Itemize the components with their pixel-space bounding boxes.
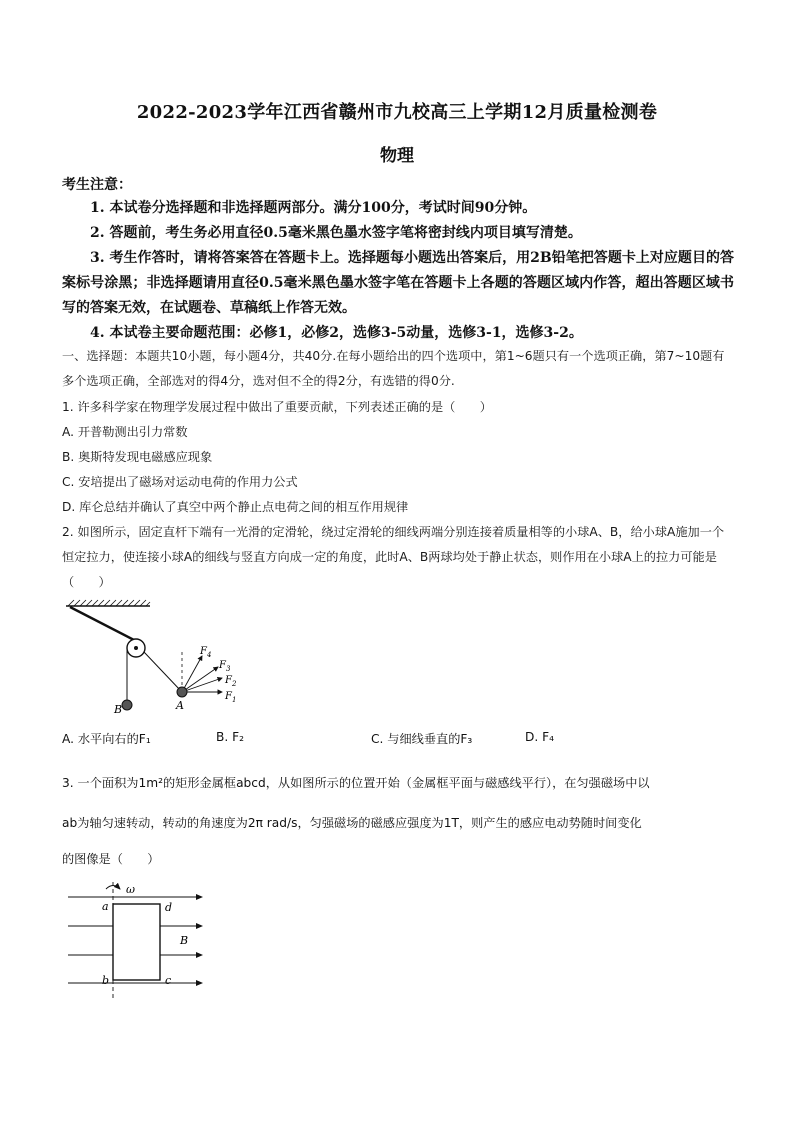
q2-option-a: A. 水平向右的F₁ [62, 732, 151, 746]
label-f4: F [200, 646, 207, 657]
ball-a [177, 687, 187, 697]
q3-line-3: 的图像是（ ） [62, 852, 160, 866]
label-f2-sub: 2 [232, 680, 237, 688]
q1-option-b: B. 奥斯特发现电磁感应现象 [62, 450, 213, 464]
label-f3: F [219, 660, 226, 671]
label-b-corner: b [102, 974, 110, 987]
label-f4-sub: 4 [207, 651, 212, 659]
notice-item-2: 2. 答题前，考生务必用直径0.5毫米黑色墨水签字笔将密封线内项目填写清楚。 [90, 225, 582, 241]
label-omega: ω [126, 883, 135, 896]
rod [70, 607, 134, 640]
label-a: A [176, 699, 184, 712]
exam-title: 2022-2023学年江西省赣州市九校高三上学期12月质量检测卷 [136, 102, 658, 123]
label-f3-sub: 3 [226, 665, 231, 673]
q3-line-2: ab为轴匀速转动，转动的角速度为2π rad/s，匀强磁场的磁感应强度为1T，则产生的感应电动势随时间变化 [62, 816, 642, 830]
label-f1-sub: 1 [232, 696, 237, 704]
label-f2: F [225, 675, 232, 686]
ball-b [122, 700, 132, 710]
label-c-corner: c [165, 974, 172, 987]
q2-option-b: B. F₂ [216, 730, 245, 744]
notice-item-4: 4. 本试卷主要命题范围：必修1，必修2，选修3-5动量，选修3-1，选修3-2。 [90, 325, 583, 341]
q2-option-c: C. 与细线垂直的F₃ [371, 732, 473, 746]
notice-heading: 考生注意： [62, 177, 132, 193]
q2-stem: 2. 如图所示，固定直杆下端有一光滑的定滑轮，绕过定滑轮的细线两端分别连接着质量相等的小球A、B，给小球A施加一个恒定拉力，使连接小球A的细线与竖直方向成一定的角度，此时A、B两球均处于静止状态，则作用在小球A上的拉力可能是（ ） [62, 525, 725, 589]
notice-item-3: 3. 考生作答时，请将答案答在答题卡上。选择题每小题选出答案后，用2B铅笔把答题卡上对应题目的答案标号涂黑；非选择题请用直径0.5毫米黑色墨水签字笔在答题卡上各题的答题区域内作答，超出答题区域书写的答案无效，在试题卷、草稿纸上作答无效。 [62, 250, 734, 316]
q1-option-c: C. 安培提出了磁场对运动电荷的作用力公式 [62, 475, 298, 489]
q2-pulley-figure [62, 598, 252, 720]
rotation-arrow-icon [106, 886, 120, 890]
label-a-corner: a [102, 900, 109, 913]
subject-heading: 物理 [380, 146, 414, 166]
notice-item-1: 1. 本试卷分选择题和非选择题两部分。满分100分，考试时间90分钟。 [90, 200, 537, 216]
q3-frame-figure [62, 880, 212, 1002]
label-field-b: B [180, 934, 189, 947]
label-b: B [114, 703, 123, 716]
q1-stem: 1. 许多科学家在物理学发展过程中做出了重要贡献，下列表述正确的是（ ） [62, 400, 492, 414]
section-intro: 一、选择题：本题共10小题，每小题4分，共40分.在每小题给出的四个选项中，第1~6题只有一个选项正确，第7~10题有多个选项正确，全部选对的得4分，选对但不全的得2分，有选错的得0分. [62, 349, 725, 388]
label-f1: F [225, 691, 232, 702]
q2-option-d: D. F₄ [525, 730, 555, 744]
label-d-corner: d [165, 901, 173, 914]
q1-option-d: D. 库仑总结并确认了真空中两个静止点电荷之间的相互作用规律 [62, 500, 409, 514]
q3-line-1: 3. 一个面积为1m²的矩形金属框abcd，从如图所示的位置开始（金属框平面与磁感线平行），在匀强磁场中以 [62, 776, 650, 790]
metal-frame [113, 904, 160, 980]
q1-option-a: A. 开普勒测出引力常数 [62, 425, 188, 439]
